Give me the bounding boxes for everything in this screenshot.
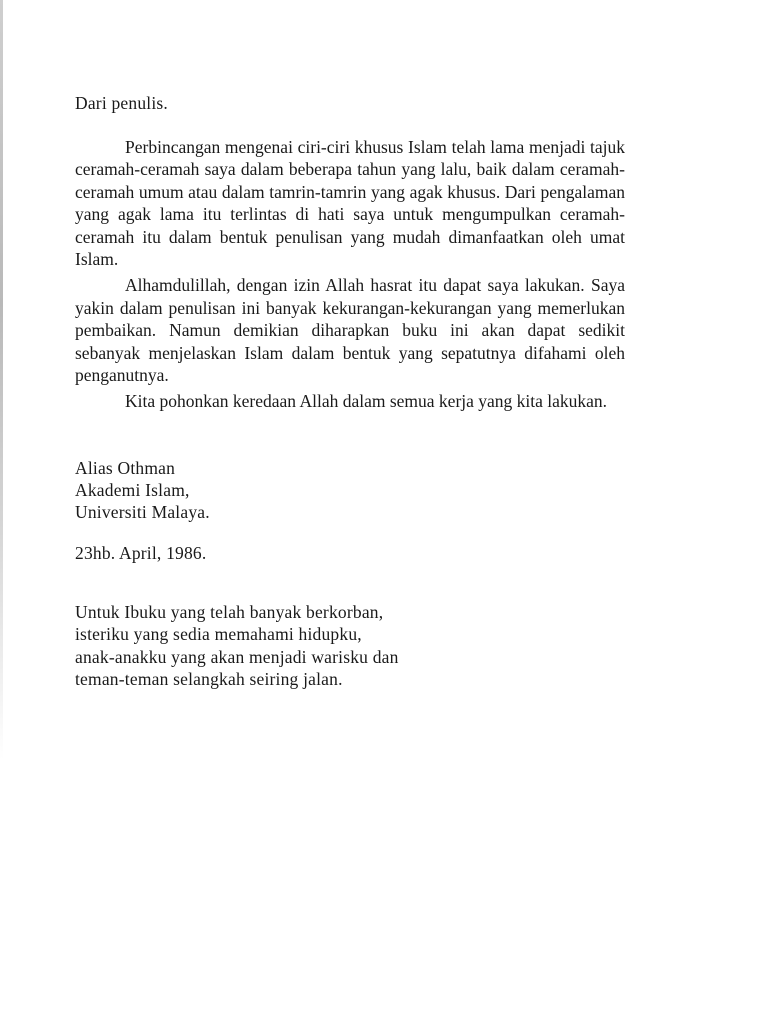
preface-paragraph-3: Kita pohonkan keredaan Allah dalam semua kerja yang kita lakukan. bbox=[125, 391, 608, 412]
dedication-line-3: anak-anakku yang akan menjadi warisku dan bbox=[75, 646, 399, 667]
preface-paragraph-1: Perbincangan mengenai ciri-ciri khusus Islam telah lama menjadi tajuk ceramah-ceramah saya dalam beberapa tahun yang lalu, baik dalam ceramah-ceramah umum atau dalam tamrin-tamrin yang agak khusus. Dari pengalaman yang agak lama itu terlintas di hati saya untuk mengumpulkan ceramah-ceramah itu dalam bentuk penulisan yang mudah dimanfaatkan oleh umat Islam. bbox=[75, 137, 625, 270]
dedication-line-1: Untuk Ibuku yang telah banyak berkorban, bbox=[75, 601, 384, 622]
dedication-line-4: teman-teman selangkah seiring jalan. bbox=[75, 669, 343, 690]
scan-edge bbox=[0, 0, 3, 760]
document-page bbox=[75, 92, 625, 691]
preface-date: 23hb. April, 1986. bbox=[75, 542, 207, 563]
author-university: Universiti Malaya. bbox=[75, 501, 210, 522]
author-name: Alias Othman bbox=[75, 457, 176, 478]
dedication-line-2: isteriku yang sedia memahami hidupku, bbox=[75, 624, 362, 645]
author-signature-block bbox=[75, 457, 625, 523]
preface-paragraph-2: Alhamdulillah, dengan izin Allah hasrat itu dapat saya lakukan. Saya yakin dalam penulisan ini banyak kekurangan-kekurangan yang memerlukan pembaikan. Namun demikian diharapkan buku ini akan dapat sedikit sebanyak menjelaskan Islam dalam bentuk yang sepatutnya difahami oleh penganutnya. bbox=[75, 275, 625, 386]
preface-heading: Dari penulis. bbox=[75, 93, 168, 113]
dedication bbox=[75, 601, 625, 691]
author-institution: Akademi Islam, bbox=[75, 479, 190, 500]
